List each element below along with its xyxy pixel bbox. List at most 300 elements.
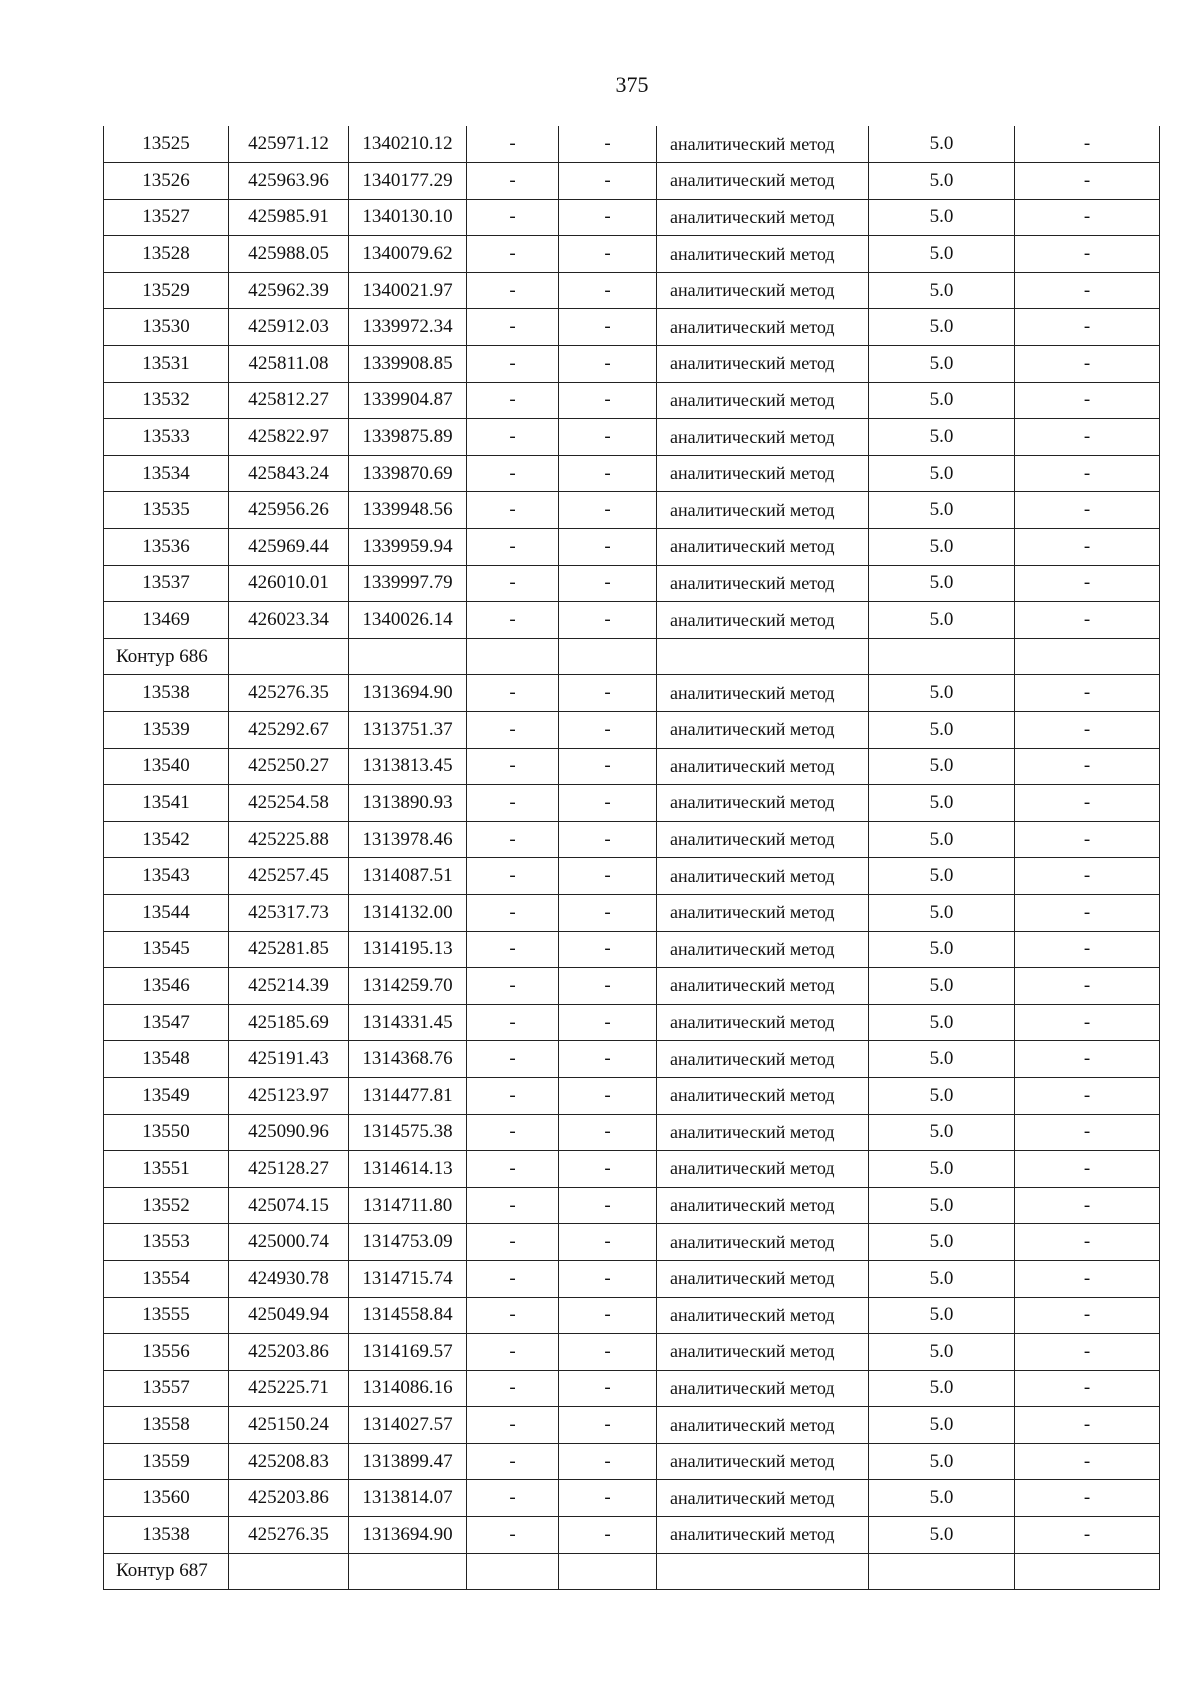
table-row (104, 346, 1160, 383)
empty-value-cell-2: - (559, 1041, 657, 1078)
empty-value-cell-1: - (467, 1517, 559, 1554)
method-cell: аналитический метод (657, 1334, 869, 1371)
empty-value-cell-1: - (467, 821, 559, 858)
empty-cell (467, 638, 559, 675)
point-number-cell: 13559 (104, 1443, 229, 1480)
method-cell: аналитический метод (657, 1151, 869, 1188)
note-cell: - (1015, 1407, 1160, 1444)
table-row (104, 199, 1160, 236)
point-number-cell: 13538 (104, 1517, 229, 1554)
empty-value-cell-1: - (467, 675, 559, 712)
y-coordinate-cell: 1313751.37 (349, 712, 467, 749)
method-cell: аналитический метод (657, 675, 869, 712)
note-cell: - (1015, 126, 1160, 163)
x-coordinate-cell: 424930.78 (229, 1260, 349, 1297)
empty-value-cell-1: - (467, 894, 559, 931)
table-row (104, 748, 1160, 785)
method-cell: аналитический метод (657, 858, 869, 895)
y-coordinate-cell: 1340177.29 (349, 163, 467, 200)
note-cell: - (1015, 346, 1160, 383)
empty-value-cell-2: - (559, 1334, 657, 1371)
y-coordinate-cell: 1313814.07 (349, 1480, 467, 1517)
contour-label: Контур 687 (104, 1553, 229, 1590)
empty-value-cell-1: - (467, 968, 559, 1005)
x-coordinate-cell: 425971.12 (229, 126, 349, 163)
point-number-cell: 13526 (104, 163, 229, 200)
x-coordinate-cell: 425985.91 (229, 199, 349, 236)
empty-cell (869, 638, 1015, 675)
point-number-cell: 13549 (104, 1077, 229, 1114)
method-cell: аналитический метод (657, 455, 869, 492)
empty-value-cell-2: - (559, 1370, 657, 1407)
accuracy-cell: 5.0 (869, 1517, 1015, 1554)
empty-value-cell-2: - (559, 712, 657, 749)
x-coordinate-cell: 425811.08 (229, 346, 349, 383)
x-coordinate-cell: 425208.83 (229, 1443, 349, 1480)
empty-value-cell-2: - (559, 1407, 657, 1444)
x-coordinate-cell: 425203.86 (229, 1334, 349, 1371)
empty-value-cell-1: - (467, 163, 559, 200)
table-row (104, 163, 1160, 200)
point-number-cell: 13545 (104, 931, 229, 968)
empty-value-cell-2: - (559, 565, 657, 602)
y-coordinate-cell: 1314086.16 (349, 1370, 467, 1407)
note-cell: - (1015, 894, 1160, 931)
point-number-cell: 13531 (104, 346, 229, 383)
point-number-cell: 13469 (104, 602, 229, 639)
accuracy-cell: 5.0 (869, 1334, 1015, 1371)
point-number-cell: 13550 (104, 1114, 229, 1151)
note-cell: - (1015, 1370, 1160, 1407)
y-coordinate-cell: 1340210.12 (349, 126, 467, 163)
point-number-cell: 13541 (104, 785, 229, 822)
empty-value-cell-1: - (467, 309, 559, 346)
table-row (104, 894, 1160, 931)
y-coordinate-cell: 1339870.69 (349, 455, 467, 492)
accuracy-cell: 5.0 (869, 419, 1015, 456)
note-cell: - (1015, 1114, 1160, 1151)
accuracy-cell: 5.0 (869, 382, 1015, 419)
y-coordinate-cell: 1340130.10 (349, 199, 467, 236)
x-coordinate-cell: 425185.69 (229, 1004, 349, 1041)
empty-cell (1015, 1553, 1160, 1590)
empty-cell (229, 1553, 349, 1590)
point-number-cell: 13542 (104, 821, 229, 858)
empty-value-cell-2: - (559, 1004, 657, 1041)
method-cell: аналитический метод (657, 1297, 869, 1334)
y-coordinate-cell: 1313899.47 (349, 1443, 467, 1480)
empty-value-cell-1: - (467, 1114, 559, 1151)
method-cell: аналитический метод (657, 602, 869, 639)
accuracy-cell: 5.0 (869, 492, 1015, 529)
table-row (104, 1260, 1160, 1297)
x-coordinate-cell: 425150.24 (229, 1407, 349, 1444)
empty-value-cell-1: - (467, 1151, 559, 1188)
y-coordinate-cell: 1314711.80 (349, 1187, 467, 1224)
accuracy-cell: 5.0 (869, 931, 1015, 968)
empty-value-cell-1: - (467, 1334, 559, 1371)
note-cell: - (1015, 419, 1160, 456)
x-coordinate-cell: 425317.73 (229, 894, 349, 931)
y-coordinate-cell: 1314169.57 (349, 1334, 467, 1371)
point-number-cell: 13547 (104, 1004, 229, 1041)
point-number-cell: 13553 (104, 1224, 229, 1261)
table-body (104, 126, 1160, 1590)
table-row (104, 1443, 1160, 1480)
y-coordinate-cell: 1339908.85 (349, 346, 467, 383)
point-number-cell: 13555 (104, 1297, 229, 1334)
empty-value-cell-2: - (559, 785, 657, 822)
point-number-cell: 13543 (104, 858, 229, 895)
empty-value-cell-1: - (467, 272, 559, 309)
x-coordinate-cell: 425049.94 (229, 1297, 349, 1334)
y-coordinate-cell: 1339875.89 (349, 419, 467, 456)
method-cell: аналитический метод (657, 1370, 869, 1407)
empty-value-cell-1: - (467, 346, 559, 383)
method-cell: аналитический метод (657, 529, 869, 566)
accuracy-cell: 5.0 (869, 1407, 1015, 1444)
note-cell: - (1015, 748, 1160, 785)
empty-value-cell-1: - (467, 1187, 559, 1224)
table-row (104, 602, 1160, 639)
accuracy-cell: 5.0 (869, 858, 1015, 895)
method-cell: аналитический метод (657, 382, 869, 419)
x-coordinate-cell: 425822.97 (229, 419, 349, 456)
contour-header-row (104, 1553, 1160, 1590)
x-coordinate-cell: 425123.97 (229, 1077, 349, 1114)
method-cell: аналитический метод (657, 1224, 869, 1261)
note-cell: - (1015, 1041, 1160, 1078)
note-cell: - (1015, 1334, 1160, 1371)
point-number-cell: 13539 (104, 712, 229, 749)
y-coordinate-cell: 1314195.13 (349, 931, 467, 968)
empty-value-cell-2: - (559, 1077, 657, 1114)
accuracy-cell: 5.0 (869, 712, 1015, 749)
x-coordinate-cell: 425214.39 (229, 968, 349, 1005)
y-coordinate-cell: 1340026.14 (349, 602, 467, 639)
accuracy-cell: 5.0 (869, 126, 1015, 163)
y-coordinate-cell: 1340021.97 (349, 272, 467, 309)
y-coordinate-cell: 1314614.13 (349, 1151, 467, 1188)
method-cell: аналитический метод (657, 346, 869, 383)
note-cell: - (1015, 163, 1160, 200)
x-coordinate-cell: 425912.03 (229, 309, 349, 346)
accuracy-cell: 5.0 (869, 1224, 1015, 1261)
x-coordinate-cell: 425225.71 (229, 1370, 349, 1407)
point-number-cell: 13544 (104, 894, 229, 931)
x-coordinate-cell: 425292.67 (229, 712, 349, 749)
empty-value-cell-2: - (559, 309, 657, 346)
empty-value-cell-1: - (467, 1004, 559, 1041)
empty-cell (559, 638, 657, 675)
table-row (104, 785, 1160, 822)
empty-value-cell-2: - (559, 126, 657, 163)
empty-value-cell-1: - (467, 1443, 559, 1480)
note-cell: - (1015, 675, 1160, 712)
empty-value-cell-2: - (559, 1187, 657, 1224)
y-coordinate-cell: 1339972.34 (349, 309, 467, 346)
empty-value-cell-2: - (559, 894, 657, 931)
method-cell: аналитический метод (657, 1443, 869, 1480)
table-row (104, 675, 1160, 712)
method-cell: аналитический метод (657, 931, 869, 968)
accuracy-cell: 5.0 (869, 236, 1015, 273)
empty-value-cell-1: - (467, 126, 559, 163)
empty-value-cell-1: - (467, 565, 559, 602)
table-row (104, 565, 1160, 602)
accuracy-cell: 5.0 (869, 602, 1015, 639)
point-number-cell: 13540 (104, 748, 229, 785)
note-cell: - (1015, 455, 1160, 492)
note-cell: - (1015, 1004, 1160, 1041)
table-row (104, 1151, 1160, 1188)
table-row (104, 1187, 1160, 1224)
y-coordinate-cell: 1339904.87 (349, 382, 467, 419)
note-cell: - (1015, 858, 1160, 895)
method-cell: аналитический метод (657, 1004, 869, 1041)
point-number-cell: 13530 (104, 309, 229, 346)
point-number-cell: 13552 (104, 1187, 229, 1224)
y-coordinate-cell: 1314753.09 (349, 1224, 467, 1261)
x-coordinate-cell: 425812.27 (229, 382, 349, 419)
empty-value-cell-1: - (467, 1480, 559, 1517)
empty-cell (349, 1553, 467, 1590)
x-coordinate-cell: 426010.01 (229, 565, 349, 602)
point-number-cell: 13527 (104, 199, 229, 236)
accuracy-cell: 5.0 (869, 675, 1015, 712)
table-row (104, 272, 1160, 309)
accuracy-cell: 5.0 (869, 1114, 1015, 1151)
empty-value-cell-2: - (559, 1480, 657, 1517)
empty-value-cell-1: - (467, 748, 559, 785)
method-cell: аналитический метод (657, 1407, 869, 1444)
empty-value-cell-2: - (559, 236, 657, 273)
x-coordinate-cell: 425254.58 (229, 785, 349, 822)
method-cell: аналитический метод (657, 1260, 869, 1297)
empty-value-cell-1: - (467, 858, 559, 895)
point-number-cell: 13560 (104, 1480, 229, 1517)
note-cell: - (1015, 1480, 1160, 1517)
point-number-cell: 13532 (104, 382, 229, 419)
contour-label: Контур 686 (104, 638, 229, 675)
note-cell: - (1015, 1443, 1160, 1480)
method-cell: аналитический метод (657, 1077, 869, 1114)
y-coordinate-cell: 1314715.74 (349, 1260, 467, 1297)
x-coordinate-cell: 425128.27 (229, 1151, 349, 1188)
empty-cell (559, 1553, 657, 1590)
accuracy-cell: 5.0 (869, 199, 1015, 236)
accuracy-cell: 5.0 (869, 821, 1015, 858)
empty-value-cell-2: - (559, 675, 657, 712)
empty-value-cell-1: - (467, 712, 559, 749)
note-cell: - (1015, 968, 1160, 1005)
y-coordinate-cell: 1314368.76 (349, 1041, 467, 1078)
empty-value-cell-2: - (559, 1443, 657, 1480)
accuracy-cell: 5.0 (869, 163, 1015, 200)
method-cell: аналитический метод (657, 309, 869, 346)
table-row (104, 1077, 1160, 1114)
empty-value-cell-2: - (559, 1224, 657, 1261)
point-number-cell: 13548 (104, 1041, 229, 1078)
y-coordinate-cell: 1314259.70 (349, 968, 467, 1005)
y-coordinate-cell: 1313694.90 (349, 675, 467, 712)
method-cell: аналитический метод (657, 1041, 869, 1078)
note-cell: - (1015, 931, 1160, 968)
empty-cell (467, 1553, 559, 1590)
note-cell: - (1015, 1297, 1160, 1334)
empty-value-cell-2: - (559, 1297, 657, 1334)
empty-value-cell-2: - (559, 419, 657, 456)
x-coordinate-cell: 425074.15 (229, 1187, 349, 1224)
empty-value-cell-2: - (559, 382, 657, 419)
point-number-cell: 13534 (104, 455, 229, 492)
empty-value-cell-2: - (559, 1151, 657, 1188)
y-coordinate-cell: 1314331.45 (349, 1004, 467, 1041)
empty-value-cell-2: - (559, 1517, 657, 1554)
y-coordinate-cell: 1313694.90 (349, 1517, 467, 1554)
y-coordinate-cell: 1314477.81 (349, 1077, 467, 1114)
table-row (104, 455, 1160, 492)
empty-value-cell-1: - (467, 455, 559, 492)
x-coordinate-cell: 425963.96 (229, 163, 349, 200)
note-cell: - (1015, 236, 1160, 273)
method-cell: аналитический метод (657, 1187, 869, 1224)
x-coordinate-cell: 425250.27 (229, 748, 349, 785)
method-cell: аналитический метод (657, 163, 869, 200)
x-coordinate-cell: 425203.86 (229, 1480, 349, 1517)
x-coordinate-cell: 425225.88 (229, 821, 349, 858)
empty-cell (229, 638, 349, 675)
y-coordinate-cell: 1313978.46 (349, 821, 467, 858)
accuracy-cell: 5.0 (869, 1187, 1015, 1224)
accuracy-cell: 5.0 (869, 968, 1015, 1005)
empty-value-cell-2: - (559, 748, 657, 785)
note-cell: - (1015, 272, 1160, 309)
note-cell: - (1015, 309, 1160, 346)
empty-value-cell-1: - (467, 1297, 559, 1334)
y-coordinate-cell: 1339948.56 (349, 492, 467, 529)
empty-value-cell-1: - (467, 236, 559, 273)
x-coordinate-cell: 425000.74 (229, 1224, 349, 1261)
empty-value-cell-2: - (559, 821, 657, 858)
empty-value-cell-1: - (467, 382, 559, 419)
table-row (104, 309, 1160, 346)
empty-value-cell-2: - (559, 968, 657, 1005)
method-cell: аналитический метод (657, 1114, 869, 1151)
table-row (104, 126, 1160, 163)
table-row (104, 1517, 1160, 1554)
method-cell: аналитический метод (657, 968, 869, 1005)
table-row (104, 1114, 1160, 1151)
point-number-cell: 13525 (104, 126, 229, 163)
method-cell: аналитический метод (657, 419, 869, 456)
y-coordinate-cell: 1340079.62 (349, 236, 467, 273)
y-coordinate-cell: 1314027.57 (349, 1407, 467, 1444)
accuracy-cell: 5.0 (869, 1077, 1015, 1114)
x-coordinate-cell: 425956.26 (229, 492, 349, 529)
empty-value-cell-2: - (559, 199, 657, 236)
x-coordinate-cell: 425276.35 (229, 1517, 349, 1554)
x-coordinate-cell: 426023.34 (229, 602, 349, 639)
note-cell: - (1015, 821, 1160, 858)
method-cell: аналитический метод (657, 785, 869, 822)
coordinates-table-container (103, 126, 1160, 1590)
point-number-cell: 13533 (104, 419, 229, 456)
empty-value-cell-1: - (467, 199, 559, 236)
table-row (104, 419, 1160, 456)
empty-value-cell-2: - (559, 529, 657, 566)
empty-cell (657, 1553, 869, 1590)
x-coordinate-cell: 425962.39 (229, 272, 349, 309)
method-cell: аналитический метод (657, 712, 869, 749)
accuracy-cell: 5.0 (869, 894, 1015, 931)
table-row (104, 1407, 1160, 1444)
empty-value-cell-2: - (559, 602, 657, 639)
note-cell: - (1015, 382, 1160, 419)
method-cell: аналитический метод (657, 821, 869, 858)
empty-value-cell-1: - (467, 1260, 559, 1297)
point-number-cell: 13529 (104, 272, 229, 309)
empty-value-cell-1: - (467, 931, 559, 968)
table-row (104, 1004, 1160, 1041)
table-row (104, 1370, 1160, 1407)
table-row (104, 236, 1160, 273)
accuracy-cell: 5.0 (869, 1004, 1015, 1041)
table-row (104, 492, 1160, 529)
table-row (104, 968, 1160, 1005)
x-coordinate-cell: 425281.85 (229, 931, 349, 968)
x-coordinate-cell: 425257.45 (229, 858, 349, 895)
accuracy-cell: 5.0 (869, 529, 1015, 566)
point-number-cell: 13558 (104, 1407, 229, 1444)
point-number-cell: 13546 (104, 968, 229, 1005)
accuracy-cell: 5.0 (869, 1443, 1015, 1480)
method-cell: аналитический метод (657, 1517, 869, 1554)
note-cell: - (1015, 1517, 1160, 1554)
table-row (104, 858, 1160, 895)
note-cell: - (1015, 565, 1160, 602)
point-number-cell: 13551 (104, 1151, 229, 1188)
y-coordinate-cell: 1314132.00 (349, 894, 467, 931)
empty-value-cell-2: - (559, 931, 657, 968)
empty-value-cell-1: - (467, 1407, 559, 1444)
point-number-cell: 13554 (104, 1260, 229, 1297)
accuracy-cell: 5.0 (869, 785, 1015, 822)
accuracy-cell: 5.0 (869, 455, 1015, 492)
point-number-cell: 13538 (104, 675, 229, 712)
table-row (104, 821, 1160, 858)
accuracy-cell: 5.0 (869, 565, 1015, 602)
accuracy-cell: 5.0 (869, 748, 1015, 785)
empty-cell (1015, 638, 1160, 675)
note-cell: - (1015, 712, 1160, 749)
table-row (104, 931, 1160, 968)
note-cell: - (1015, 1077, 1160, 1114)
empty-value-cell-1: - (467, 419, 559, 456)
x-coordinate-cell: 425988.05 (229, 236, 349, 273)
y-coordinate-cell: 1339997.79 (349, 565, 467, 602)
note-cell: - (1015, 529, 1160, 566)
empty-value-cell-2: - (559, 163, 657, 200)
table-row (104, 1334, 1160, 1371)
accuracy-cell: 5.0 (869, 1370, 1015, 1407)
point-number-cell: 13535 (104, 492, 229, 529)
y-coordinate-cell: 1314558.84 (349, 1297, 467, 1334)
empty-value-cell-2: - (559, 346, 657, 383)
x-coordinate-cell: 425276.35 (229, 675, 349, 712)
x-coordinate-cell: 425843.24 (229, 455, 349, 492)
coordinates-table (103, 126, 1160, 1590)
